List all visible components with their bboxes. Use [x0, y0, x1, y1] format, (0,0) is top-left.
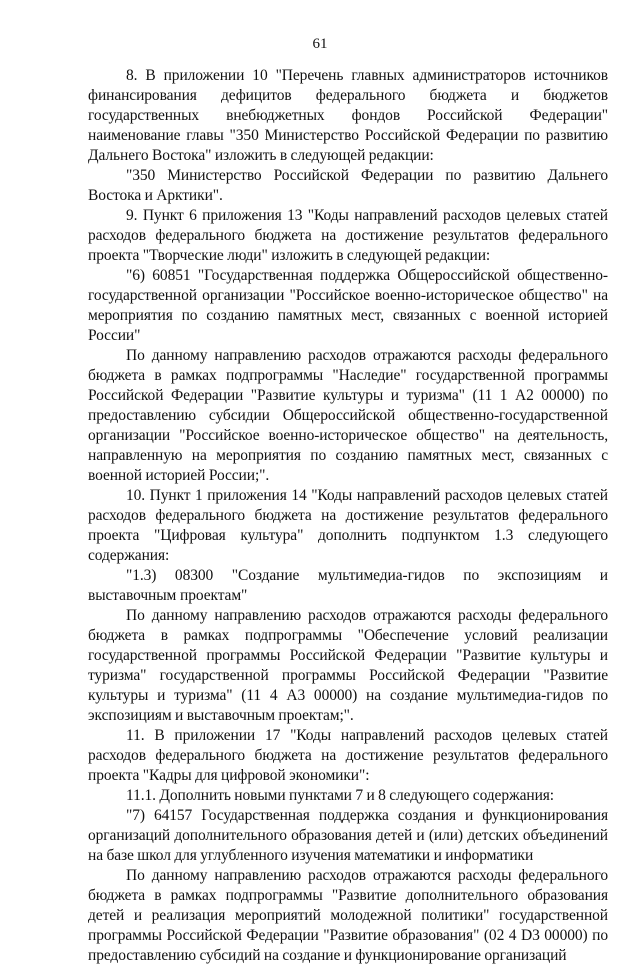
- page-number: 61: [312, 36, 328, 52]
- paragraph-expenses-education: По данному направлению расходов отражаются расходы федерального бюджета в рамках подпрограммы "Развитие дополнительного образования детей и реализация мероприятий молодежной политики" государственной программы Российской Федерации "Развитие образования" (02 4 D3 00000) по предоставлению субсидий на создание и функционирование организаций: [88, 867, 608, 964]
- document-body: [88, 66, 608, 966]
- paragraph-item-11-1: 11.1. Дополнить новыми пунктами 7 и 8 следующего содержания:: [126, 787, 554, 804]
- paragraph-quote-64157: "7) 64157 Государственная поддержка создания и функционирования организаций дополнительного образования детей и (или) детских объединений на базе школ для углубленного изучения математики и информатики: [88, 807, 608, 864]
- paragraph-item-10: 10. Пункт 1 приложения 14 "Коды направлений расходов целевых статей расходов федерального бюджета на достижение результатов федерального проекта "Цифровая культура" дополнить подпунктом 1.3 следующего содержания:: [88, 487, 608, 564]
- paragraph-quote-60851: "6) 60851 "Государственная поддержка Общероссийской общественно-государственной организации "Российское военно-историческое общество" на мероприятия по созданию памятных мест, связанных с военной историей России": [88, 267, 608, 344]
- paragraph-item-8: 8. В приложении 10 "Перечень главных администраторов источников финансирования дефицитов федерального бюджета и бюджетов государственных внебюджетных фондов Российской Федерации" наименование главы "350 Министерство Российской Федерации по развитию Дальнего Востока" изложить в следующей редакции:: [88, 67, 608, 164]
- paragraph-item-11: 11. В приложении 17 "Коды направлений расходов целевых статей расходов федерального бюджета на достижение результатов федерального проекта "Кадры для цифровой экономики":: [88, 727, 608, 784]
- paragraph-expenses-nasledie: По данному направлению расходов отражаются расходы федерального бюджета в рамках подпрограммы "Наследие" государственной программы Российской Федерации "Развитие культуры и туризма" (11 1 А2 00000) по предоставлению субсидии Общероссийской общественно-государственной организации "Российское военно-историческое общество" на деятельность, направленную на мероприятия по созданию памятных мест, связанных с военной историей России;".: [88, 347, 608, 484]
- paragraph-expenses-conditions: По данному направлению расходов отражаются расходы федерального бюджета в рамках подпрограммы "Обеспечение условий реализации государственной программы Российской Федерации "Развитие культуры и туризма" государственной программы Российской Федерации "Развитие культуры и туризма" (11 4 А3 00000) на создание мультимедиа-гидов по экспозициям и выставочным проектам;".: [88, 607, 608, 724]
- paragraph-item-9: 9. Пункт 6 приложения 13 "Коды направлений расходов целевых статей расходов федерального бюджета на достижение результатов федерального проекта "Творческие люди" изложить в следующей редакции:: [88, 207, 608, 264]
- paragraph-quote-08300: "1.3) 08300 "Создание мультимедиа-гидов по экспозициям и выставочным проектам": [88, 567, 608, 604]
- paragraph-quote-350: "350 Министерство Российской Федерации по развитию Дальнего Востока и Арктики".: [88, 167, 608, 204]
